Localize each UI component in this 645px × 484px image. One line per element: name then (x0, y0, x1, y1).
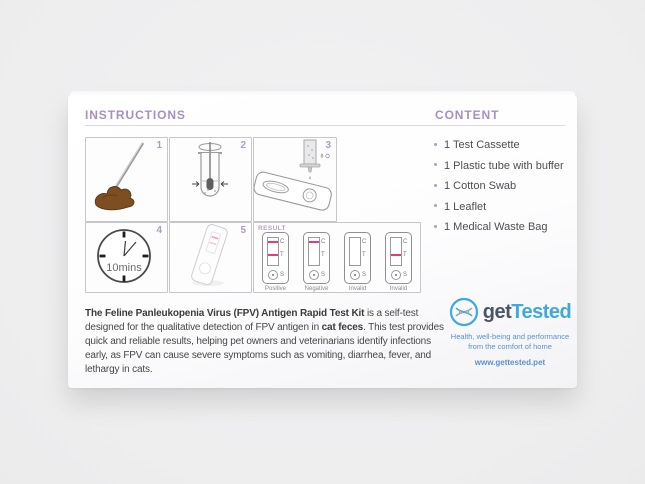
cassette-window (390, 237, 402, 266)
result-heading: RESULT (258, 225, 286, 232)
content-item (434, 176, 564, 197)
result-cassette-invalid-1 (344, 232, 371, 292)
result-cassette-positive (262, 232, 289, 292)
brand-name (483, 297, 571, 327)
drops-count-icon (321, 154, 329, 158)
description-bold-feces: cat feces (321, 322, 364, 333)
control-line (309, 241, 319, 243)
bullet-icon (434, 184, 437, 187)
result-cassette-row (254, 232, 420, 292)
result-cassette-invalid-2 (385, 232, 412, 292)
tagline-line-2: from the comfort of home (468, 341, 552, 351)
header-divider (85, 125, 565, 126)
sample-marker: S (321, 272, 326, 278)
sample-marker: S (362, 272, 367, 278)
bullet-icon (434, 204, 437, 207)
content-item-label: 1 Medical Waste Bag (444, 221, 548, 233)
sample-marker: S (403, 272, 408, 278)
description-text: is a self-test designed for the qualitative detection of FPV antigen in (85, 308, 419, 333)
content-item (434, 217, 564, 238)
result-label: Positive (264, 286, 286, 292)
sample-well-icon (391, 270, 401, 280)
test-line (268, 254, 278, 256)
control-line (268, 241, 278, 243)
sample-well-icon (268, 270, 278, 280)
cassette-wait-icon (170, 223, 249, 290)
content-item (434, 156, 564, 177)
step-number: 2 (240, 140, 246, 151)
result-label: Invalid (389, 286, 408, 292)
test-line (391, 254, 401, 256)
result-label: Invalid (348, 286, 367, 292)
cassette-window (267, 237, 279, 266)
content-heading: CONTENT (435, 108, 500, 122)
tube-swab-icon (170, 138, 249, 219)
control-marker: C (321, 239, 326, 245)
instruction-step-1 (85, 137, 168, 222)
content-list (434, 135, 564, 238)
brand-block (440, 297, 580, 367)
brand-website: www.gettested.pet (474, 358, 546, 367)
instruction-step-5 (169, 222, 252, 293)
test-marker: T (280, 252, 284, 258)
step-number: 3 (325, 140, 331, 151)
description-bold-title: The Feline Panleukopenia Virus (FPV) Antigen Rapid Test Kit (85, 308, 365, 319)
sample-well-icon (350, 270, 360, 280)
test-marker: T (362, 252, 366, 258)
test-marker: T (321, 252, 325, 258)
cassette-window (308, 237, 320, 266)
bullet-icon (434, 163, 437, 166)
instruction-step-2 (169, 137, 252, 222)
instructions-heading: INSTRUCTIONS (85, 108, 186, 122)
result-panel (253, 222, 421, 293)
step-number: 5 (240, 225, 246, 236)
step-number: 4 (156, 225, 162, 236)
clock-duration-label: 10mins (106, 262, 142, 274)
test-kit-box-back (68, 95, 577, 388)
cassette-icon (262, 232, 289, 284)
description-text: . This test provides quick and reliable results, helping pet owners and veterinarians identify infections early, as FPV can cause severe symptoms such as vomiting, diarrhea, fever, and lethargy in cats. (85, 322, 444, 375)
clock-icon (86, 223, 165, 290)
bullet-icon (434, 225, 437, 228)
content-item-label: 1 Plastic tube with buffer (444, 159, 564, 172)
content-item (434, 135, 564, 156)
cassette-icon (344, 232, 371, 284)
instruction-step-3 (253, 137, 337, 222)
control-marker: C (280, 239, 285, 245)
result-label: Negative (304, 286, 329, 292)
content-item-label: 1 Cotton Swab (444, 180, 517, 192)
bullet-icon (434, 143, 437, 146)
content-item (434, 197, 564, 218)
swab-feces-icon (86, 138, 165, 219)
result-cassette-negative (303, 232, 330, 292)
test-marker: T (403, 252, 407, 258)
brand-tagline (440, 332, 580, 351)
cassette-window (349, 237, 361, 266)
step-number: 1 (156, 140, 162, 151)
dna-logo-icon (449, 297, 479, 327)
cassette-icon (303, 232, 330, 284)
brand-name-get: get (482, 301, 512, 323)
product-description (85, 307, 451, 377)
tagline-line-1: Health, well-being and performance (450, 332, 570, 341)
control-marker: C (403, 239, 408, 245)
brand-name-tested: Tested (511, 301, 572, 323)
content-item-label: 1 Leaflet (444, 200, 487, 213)
sample-well-icon (309, 270, 319, 280)
sample-marker: S (280, 272, 285, 278)
control-marker: C (362, 239, 367, 245)
cassette-dropper-icon (254, 138, 334, 219)
instruction-step-4 (85, 222, 168, 293)
content-item-label: 1 Test Cassette (444, 139, 520, 151)
cassette-icon (385, 232, 412, 284)
